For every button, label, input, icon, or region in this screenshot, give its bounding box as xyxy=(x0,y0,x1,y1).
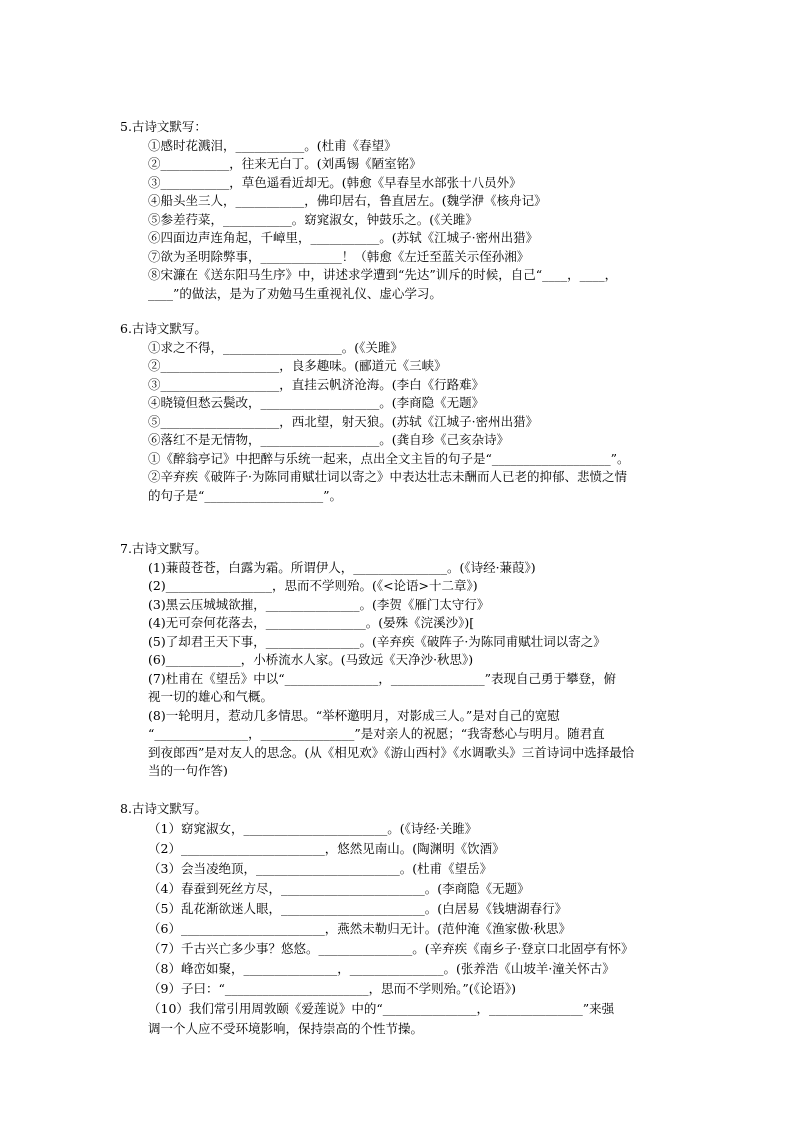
question-title: 6.古诗文默写。 xyxy=(120,321,207,336)
question-title: 7.古诗文默写。 xyxy=(120,541,207,556)
question-6 xyxy=(120,320,720,505)
question-line: ②辛弃疾《破阵子·为陈同甫赋壮词以寄之》中表达壮志未酬而人已老的抑郁、悲愤之情 xyxy=(148,469,627,484)
question-line: (1)蒹葭苍苍，白露为霜。所谓伊人，_______________。(《诗经·蒹葭》) xyxy=(148,559,536,575)
question-line: 的句子是“___________________”。 xyxy=(148,487,343,503)
question-line: (6)____________，小桥流水人家。(马致远《天净沙·秋思》) xyxy=(148,652,474,667)
question-5 xyxy=(120,118,720,303)
question-line: （1）窈窕淑女，_______________________。(《诗经·关雎》 xyxy=(148,820,478,836)
question-line: (7)杜甫在《望岳》中以“_______________，_______________”表现自己勇于攀登，俯 xyxy=(148,670,616,686)
question-line: ②___________，往来无白丁。(刘禹锡《陋室铭》 xyxy=(148,156,422,171)
question-line: 视一切的雄心和气概。 xyxy=(148,689,274,704)
question-line: 到夜郎西”是对友人的思念。(从《相见欢》《游山西村》《水调歌头》三首诗词中选择最恰 xyxy=(148,744,635,760)
question-line: ④船头坐三人，___________，佛印居右，鲁直居左。(魏学洢《核舟记》 xyxy=(148,193,547,208)
question-line: （4）春蚕到死丝方尽，_______________________。(李商隐《无题》 xyxy=(148,880,530,896)
question-line: ④晓镜但愁云鬓改，___________________。(李商隐《无题》 xyxy=(148,395,485,410)
question-line: 当的一句作答) xyxy=(148,763,228,778)
question-line: (4)无可奈何花落去，________________。(晏殊《浣溪沙》)[ xyxy=(148,615,475,630)
question-line: （8）峰峦如聚，_______________，_______________。(张养浩《山坡羊·潼关怀古》 xyxy=(148,960,615,976)
question-line: ⑤___________________，西北望，射天狼。(苏轼《江城子·密州出猎》 xyxy=(148,413,539,429)
question-line: ③___________________，直挂云帆济沧海。(李白《行路难》 xyxy=(148,376,485,392)
question-line: ⑦欲为圣明除弊事，_____________！（韩愈《左迁至蓝关示侄孙湘》 xyxy=(148,248,530,264)
question-line: (2)_________________，思而不学则殆。(《<论语>十二章》) xyxy=(148,578,478,593)
question-line: （9）子曰：“_______________________，思而不学则殆。”(《论语》) xyxy=(148,980,516,996)
question-line: (3)黑云压城城欲摧，_______________。(李贺《雁门太守行》 xyxy=(148,596,490,612)
question-line: （6）_______________________，燕然未勒归无计。(范仲淹《渔家傲·秋思》 xyxy=(148,920,572,936)
question-line: ①求之不得，___________________。(《关雎》 xyxy=(148,339,403,355)
question-line: (8)一轮明月，惹动几多情思。“举杯邀明月，对影成三人。”是对自己的宽慰 xyxy=(148,707,560,723)
question-line: ③___________，草色遥看近却无。(韩愈《早春呈水部张十八员外》 xyxy=(148,174,522,190)
question-title: 5.古诗文默写： xyxy=(120,119,207,134)
question-title: 8.古诗文默写。 xyxy=(120,801,207,816)
question-line: ⑥四面边声连角起，千嶂里，___________。(苏轼《江城子·密州出猎》 xyxy=(148,230,539,245)
question-line: 调一个人应不受环境影响，保持崇高的个性节操。 xyxy=(148,1020,424,1036)
question-line: ⑧宋濂在《送东阳马生序》中，讲述求学遭到“先达”训斥的时候，自己“____，____， xyxy=(148,267,618,282)
question-line: “_______________，_______________”是对亲人的祝愿；“我寄愁心与明月。随君直 xyxy=(148,726,605,741)
question-line: （5）乱花渐欲迷人眼，_______________________。(白居易《钱塘湖春行》 xyxy=(148,900,568,916)
question-8 xyxy=(120,800,720,1039)
question-line: （2）_______________________，悠然见南山。(陶渊明《饮酒》 xyxy=(148,840,505,856)
question-line: （10）我们常引用周敦颐《爱莲说》中的“_______________，_______________”来强 xyxy=(148,1000,615,1016)
question-line: ①感时花溅泪，___________。(杜甫《春望》 xyxy=(148,137,397,153)
question-line: ①《醉翁亭记》中把醉与乐统一起来，点出全文主旨的句子是“___________________”。 xyxy=(148,450,630,466)
question-line: ⑤参差荇菜，___________。窈窕淑女，钟鼓乐之。(《关雎》 xyxy=(148,211,478,227)
question-line: （7）千古兴亡多少事？悠悠。_______________。(辛弃疾《南乡子·登京口北固亭有怀》 xyxy=(148,940,634,956)
question-line: (5)了却君王天下事，_______________。(辛弃疾《破阵子·为陈同甫赋壮词以寄之》 xyxy=(148,633,606,649)
question-7 xyxy=(120,540,720,781)
question-line: ⑥落红不是无情物，___________________。(龚自珍《己亥杂诗》 xyxy=(148,432,510,447)
question-line: ____”的做法，是为了劝勉马生重视礼仪、虚心学习。 xyxy=(148,285,442,301)
question-line: ②___________________，良多趣味。(郦道元《三峡》 xyxy=(148,358,447,373)
question-line: （3）会当凌绝顶，_______________________。(杜甫《望岳》 xyxy=(148,860,493,876)
